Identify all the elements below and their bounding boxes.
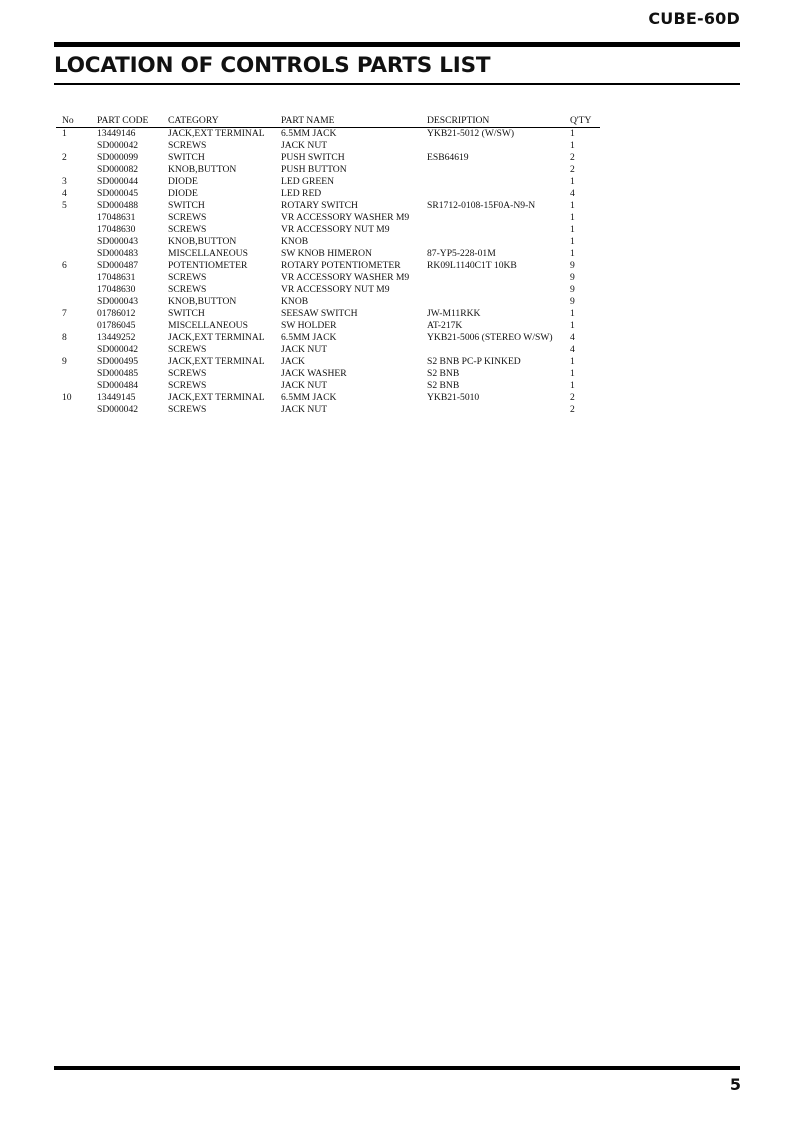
header-row <box>56 115 600 128</box>
cell-qty: 4 <box>570 188 575 199</box>
cell-category: SCREWS <box>168 344 207 355</box>
cell-part-name: JACK NUT <box>281 140 328 151</box>
cell-category: JACK,EXT TERMINAL <box>168 128 265 139</box>
cell-part-code: SD000495 <box>97 356 139 367</box>
cell-category: SCREWS <box>168 224 207 235</box>
table-row <box>56 212 600 224</box>
cell-part-name: VR ACCESSORY NUT M9 <box>281 284 390 295</box>
cell-description <box>427 212 570 224</box>
cell-no <box>56 164 97 176</box>
cell-description: RK09L1140C1T 10KB <box>427 260 517 271</box>
cell-qty: 4 <box>570 344 575 355</box>
table-row <box>56 128 600 141</box>
cell-category: JACK,EXT TERMINAL <box>168 332 265 343</box>
cell-description <box>427 188 570 200</box>
table-row <box>56 200 600 212</box>
cell-qty: 9 <box>570 296 575 307</box>
table-row <box>56 404 600 416</box>
cell-part-name: VR ACCESSORY WASHER M9 <box>281 272 410 283</box>
table-row <box>56 332 600 344</box>
cell-no: 6 <box>62 260 67 271</box>
parts-table <box>56 115 600 416</box>
cell-description <box>427 404 570 416</box>
cell-no <box>56 224 97 236</box>
cell-part-name: KNOB <box>281 296 309 307</box>
cell-part-code: 13449146 <box>97 128 136 139</box>
cell-part-name: VR ACCESSORY NUT M9 <box>281 224 390 235</box>
cell-qty: 1 <box>570 380 575 391</box>
table-row <box>56 392 600 404</box>
cell-description: YKB21-5012 (W/SW) <box>427 128 515 139</box>
cell-part-code: SD000485 <box>97 368 139 379</box>
table-row <box>56 344 600 356</box>
cell-part-code: 01786045 <box>97 320 136 331</box>
cell-part-name: PUSH BUTTON <box>281 164 347 175</box>
cell-part-name: PUSH SWITCH <box>281 152 345 163</box>
cell-qty: 1 <box>570 308 575 319</box>
table-row <box>56 140 600 152</box>
cell-no: 10 <box>62 392 72 403</box>
table-row <box>56 188 600 200</box>
cell-part-name: 6.5MM JACK <box>281 392 337 403</box>
cell-part-name: 6.5MM JACK <box>281 332 337 343</box>
cell-no <box>56 272 97 284</box>
column-header-no: No <box>56 115 97 128</box>
cell-part-code: 17048631 <box>97 212 136 223</box>
cell-no: 4 <box>62 188 67 199</box>
column-header-part-code: PART CODE <box>97 115 168 128</box>
cell-category: SCREWS <box>168 404 207 415</box>
table-row <box>56 248 600 260</box>
cell-part-code: SD000488 <box>97 200 139 211</box>
parts-table-body <box>56 128 600 417</box>
cell-description: S2 BNB <box>427 380 460 391</box>
cell-part-name: 6.5MM JACK <box>281 128 337 139</box>
cell-description: SR1712-0108-15F0A-N9-N <box>427 200 536 211</box>
cell-qty: 1 <box>570 176 575 187</box>
table-row <box>56 296 600 308</box>
cell-no <box>56 296 97 308</box>
cell-part-code: SD000042 <box>97 140 139 151</box>
cell-no: 1 <box>62 128 67 139</box>
cell-part-name: SW HOLDER <box>281 320 337 331</box>
table-row <box>56 224 600 236</box>
cell-part-name: LED GREEN <box>281 176 335 187</box>
cell-qty: 1 <box>570 356 575 367</box>
table-row <box>56 368 600 380</box>
cell-qty: 2 <box>570 404 575 415</box>
cell-qty: 4 <box>570 332 575 343</box>
cell-qty: 1 <box>570 128 575 139</box>
cell-no <box>56 320 97 332</box>
cell-part-code: SD000483 <box>97 248 139 259</box>
table-row <box>56 380 600 392</box>
page-title: LOCATION OF CONTROLS PARTS LIST <box>54 53 491 78</box>
cell-part-code: SD000042 <box>97 404 139 415</box>
cell-description <box>427 224 570 236</box>
table-row <box>56 164 600 176</box>
cell-no: 2 <box>62 152 67 163</box>
column-header-category: CATEGORY <box>168 115 281 128</box>
cell-qty: 1 <box>570 200 575 211</box>
cell-description: YKB21-5006 (STEREO W/SW) <box>427 332 553 343</box>
cell-description <box>427 344 570 356</box>
cell-qty: 9 <box>570 272 575 283</box>
cell-no: 8 <box>62 332 67 343</box>
cell-part-name: VR ACCESSORY WASHER M9 <box>281 212 410 223</box>
cell-category: POTENTIOMETER <box>168 260 248 271</box>
table-row <box>56 308 600 320</box>
cell-part-code: 17048631 <box>97 272 136 283</box>
cell-category: MISCELLANEOUS <box>168 320 248 331</box>
cell-part-code: SD000484 <box>97 380 139 391</box>
table-row <box>56 236 600 248</box>
table-row <box>56 260 600 272</box>
cell-part-name: ROTARY POTENTIOMETER <box>281 260 401 271</box>
cell-qty: 1 <box>570 320 575 331</box>
cell-category: JACK,EXT TERMINAL <box>168 392 265 403</box>
cell-part-code: SD000044 <box>97 176 139 187</box>
cell-part-code: SD000045 <box>97 188 139 199</box>
cell-part-name: KNOB <box>281 236 309 247</box>
cell-part-code: SD000043 <box>97 296 139 307</box>
cell-qty: 2 <box>570 392 575 403</box>
cell-category: SCREWS <box>168 140 207 151</box>
cell-part-code: SD000099 <box>97 152 139 163</box>
cell-qty: 1 <box>570 248 575 259</box>
cell-category: SCREWS <box>168 272 207 283</box>
cell-no <box>56 404 97 416</box>
cell-no <box>56 380 97 392</box>
cell-description <box>427 236 570 248</box>
table-row <box>56 152 600 164</box>
cell-part-code: 13449145 <box>97 392 136 403</box>
cell-part-name: JACK NUT <box>281 344 328 355</box>
cell-qty: 9 <box>570 260 575 271</box>
cell-qty: 1 <box>570 236 575 247</box>
model-name: CUBE-60D <box>648 9 740 28</box>
cell-category: SWITCH <box>168 308 205 319</box>
cell-no <box>56 212 97 224</box>
cell-no: 7 <box>62 308 67 319</box>
cell-part-code: 01786012 <box>97 308 136 319</box>
column-header-qty: Q'TY <box>570 115 600 128</box>
cell-category: KNOB,BUTTON <box>168 164 237 175</box>
parts-table-header <box>56 115 600 128</box>
table-row <box>56 176 600 188</box>
page-number: 5 <box>729 1075 741 1094</box>
cell-part-code: SD000082 <box>97 164 139 175</box>
cell-part-code: SD000042 <box>97 344 139 355</box>
cell-category: SCREWS <box>168 380 207 391</box>
table-row <box>56 284 600 296</box>
cell-no <box>56 368 97 380</box>
cell-description <box>427 176 570 188</box>
footer-rule <box>54 1066 740 1070</box>
cell-description <box>427 140 570 152</box>
table-row <box>56 320 600 332</box>
cell-part-name: LED RED <box>281 188 322 199</box>
title-underline <box>54 83 740 85</box>
cell-description: AT-217K <box>427 320 463 331</box>
cell-qty: 2 <box>570 152 575 163</box>
cell-part-name: JACK WASHER <box>281 368 347 379</box>
column-header-part-name: PART NAME <box>281 115 427 128</box>
cell-part-name: JACK NUT <box>281 404 328 415</box>
column-header-description: DESCRIPTION <box>427 115 570 128</box>
cell-no: 5 <box>62 200 67 211</box>
cell-no: 9 <box>62 356 67 367</box>
cell-part-name: JACK <box>281 356 305 367</box>
cell-no: 3 <box>62 176 67 187</box>
cell-description: ESB64619 <box>427 152 469 163</box>
cell-category: DIODE <box>168 188 198 199</box>
cell-part-code: SD000487 <box>97 260 139 271</box>
cell-category: SWITCH <box>168 200 205 211</box>
cell-no <box>56 284 97 296</box>
cell-description: JW-M11RKK <box>427 308 481 319</box>
cell-qty: 9 <box>570 284 575 295</box>
cell-description: YKB21-5010 <box>427 392 480 403</box>
table-row <box>56 356 600 368</box>
cell-part-name: SW KNOB HIMERON <box>281 248 372 259</box>
cell-category: SWITCH <box>168 152 205 163</box>
cell-qty: 1 <box>570 140 575 151</box>
cell-description: S2 BNB PC-P KINKED <box>427 356 521 367</box>
cell-category: SCREWS <box>168 212 207 223</box>
cell-part-name: SEESAW SWITCH <box>281 308 358 319</box>
cell-qty: 1 <box>570 368 575 379</box>
cell-part-name: ROTARY SWITCH <box>281 200 358 211</box>
cell-category: KNOB,BUTTON <box>168 236 237 247</box>
header-rule <box>54 42 740 47</box>
cell-category: SCREWS <box>168 368 207 379</box>
cell-description: 87-YP5-228-01M <box>427 248 496 259</box>
cell-description: S2 BNB <box>427 368 460 379</box>
cell-no <box>56 236 97 248</box>
cell-no <box>56 344 97 356</box>
cell-description <box>427 164 570 176</box>
cell-qty: 1 <box>570 224 575 235</box>
cell-category: JACK,EXT TERMINAL <box>168 356 265 367</box>
cell-description <box>427 284 570 296</box>
table-row <box>56 272 600 284</box>
cell-part-name: JACK NUT <box>281 380 328 391</box>
cell-category: MISCELLANEOUS <box>168 248 248 259</box>
cell-part-code: SD000043 <box>97 236 139 247</box>
cell-description <box>427 272 570 284</box>
cell-qty: 1 <box>570 212 575 223</box>
cell-no <box>56 140 97 152</box>
cell-part-code: 17048630 <box>97 224 136 235</box>
cell-no <box>56 248 97 260</box>
cell-category: SCREWS <box>168 284 207 295</box>
cell-category: KNOB,BUTTON <box>168 296 237 307</box>
cell-description <box>427 296 570 308</box>
cell-category: DIODE <box>168 176 198 187</box>
cell-qty: 2 <box>570 164 575 175</box>
cell-part-code: 13449252 <box>97 332 136 343</box>
cell-part-code: 17048630 <box>97 284 136 295</box>
